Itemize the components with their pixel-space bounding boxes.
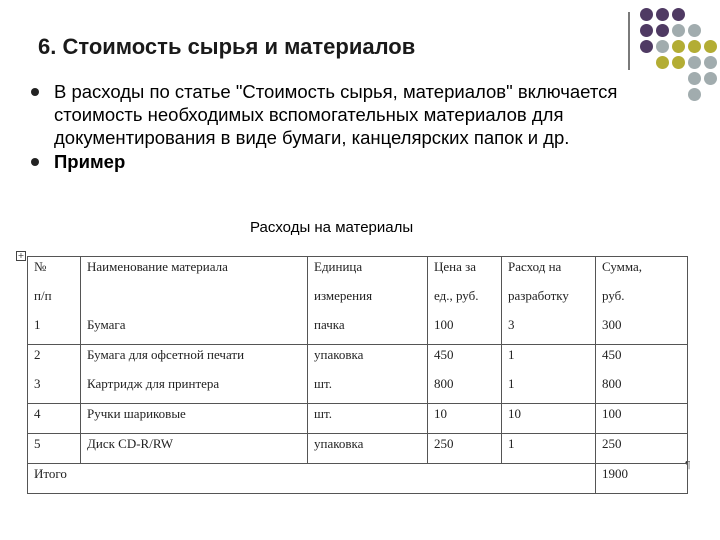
decorative-dot (688, 24, 701, 37)
table-row (28, 345, 688, 375)
decorative-dot (704, 56, 717, 69)
table-cell: 10 (428, 404, 502, 434)
table-cell: Бумага для офсетной печати (81, 345, 308, 375)
decorative-dot (704, 72, 717, 85)
table-cell: 100 (428, 315, 502, 345)
table-cell: 5 (28, 434, 81, 464)
table-cell: ед., руб. (428, 286, 502, 315)
table-header-row (28, 257, 688, 287)
table-cell: 1 (502, 345, 596, 375)
decorative-dot (640, 40, 653, 53)
table-caption: Расходы на материалы (250, 219, 414, 236)
table-cell (81, 286, 308, 315)
table-cell: 450 (428, 345, 502, 375)
table-header-row (28, 286, 688, 315)
table-cell: 3 (28, 374, 81, 404)
table-cell: 3 (502, 315, 596, 345)
decorative-dot (640, 24, 653, 37)
table-cell: 800 (428, 374, 502, 404)
table-total-row (28, 464, 688, 494)
table-cell: 250 (596, 434, 688, 464)
total-label: Итого (28, 464, 596, 494)
table-cell: шт. (308, 374, 428, 404)
table-row (28, 434, 688, 464)
title-divider (628, 12, 630, 70)
decorative-dot (672, 56, 685, 69)
table-cell: 4 (28, 404, 81, 434)
table-cell: 100 (596, 404, 688, 434)
decorative-dot (688, 56, 701, 69)
bullet-item (28, 80, 628, 149)
materials-table (27, 256, 691, 494)
table-cell: 800 (596, 374, 688, 404)
table-cell: 1 (502, 374, 596, 404)
table-cell: руб. (596, 286, 688, 315)
table-cell: 300 (596, 315, 688, 345)
table-cell: 250 (428, 434, 502, 464)
decorative-dot (656, 24, 669, 37)
table-cell: упаковка (308, 434, 428, 464)
bullet-text: В расходы по статье "Стоимость сырья, материалов" включается стоимость необходимых вспомогательных материалов для документирования в виде бумаги, канцелярских папок и др. (54, 81, 618, 148)
decorative-dot (688, 88, 701, 101)
table-cell: Цена за (428, 257, 502, 287)
decorative-dot (672, 24, 685, 37)
table-cell: 10 (502, 404, 596, 434)
table-cell: разработку (502, 286, 596, 315)
table-cell: 1 (28, 315, 81, 345)
table-cell: № (28, 257, 81, 287)
table-cell: Ручки шариковые (81, 404, 308, 434)
bullet-icon (31, 158, 39, 166)
table-row (28, 404, 688, 434)
bullet-item (28, 150, 628, 173)
table-cell: Единица (308, 257, 428, 287)
table-cell: п/п (28, 286, 81, 315)
bullet-icon (31, 88, 39, 96)
paragraph-mark-icon: ¶ (685, 460, 691, 471)
decorative-dot (704, 40, 717, 53)
table-cell: Диск CD-R/RW (81, 434, 308, 464)
table-cell: Расход на (502, 257, 596, 287)
table-cell: Наименование материала (81, 257, 308, 287)
table-row (28, 374, 688, 404)
decorative-dot (688, 72, 701, 85)
table-move-handle-icon[interactable]: + (17, 251, 25, 260)
decorative-dot (672, 8, 685, 21)
decorative-dot (640, 8, 653, 21)
slide-title: 6. Стоимость сырья и материалов (38, 34, 416, 59)
bullet-list (28, 80, 628, 173)
table-cell: упаковка (308, 345, 428, 375)
total-value: 1900 (596, 464, 688, 494)
table-cell: 450 (596, 345, 688, 375)
bullet-text: Пример (54, 151, 126, 172)
decorative-dot (656, 56, 669, 69)
table-row (28, 315, 688, 345)
table-cell: Сумма, (596, 257, 688, 287)
decorative-dot (656, 8, 669, 21)
decorative-dot-grid (640, 8, 720, 118)
decorative-dot (688, 40, 701, 53)
decorative-dot (672, 40, 685, 53)
table-cell: Бумага (81, 315, 308, 345)
decorative-dot (656, 40, 669, 53)
table-cell: 1 (502, 434, 596, 464)
table-cell: шт. (308, 404, 428, 434)
table-cell: 2 (28, 345, 81, 375)
table-cell: измерения (308, 286, 428, 315)
table-cell: Картридж для принтера (81, 374, 308, 404)
table-cell: пачка (308, 315, 428, 345)
